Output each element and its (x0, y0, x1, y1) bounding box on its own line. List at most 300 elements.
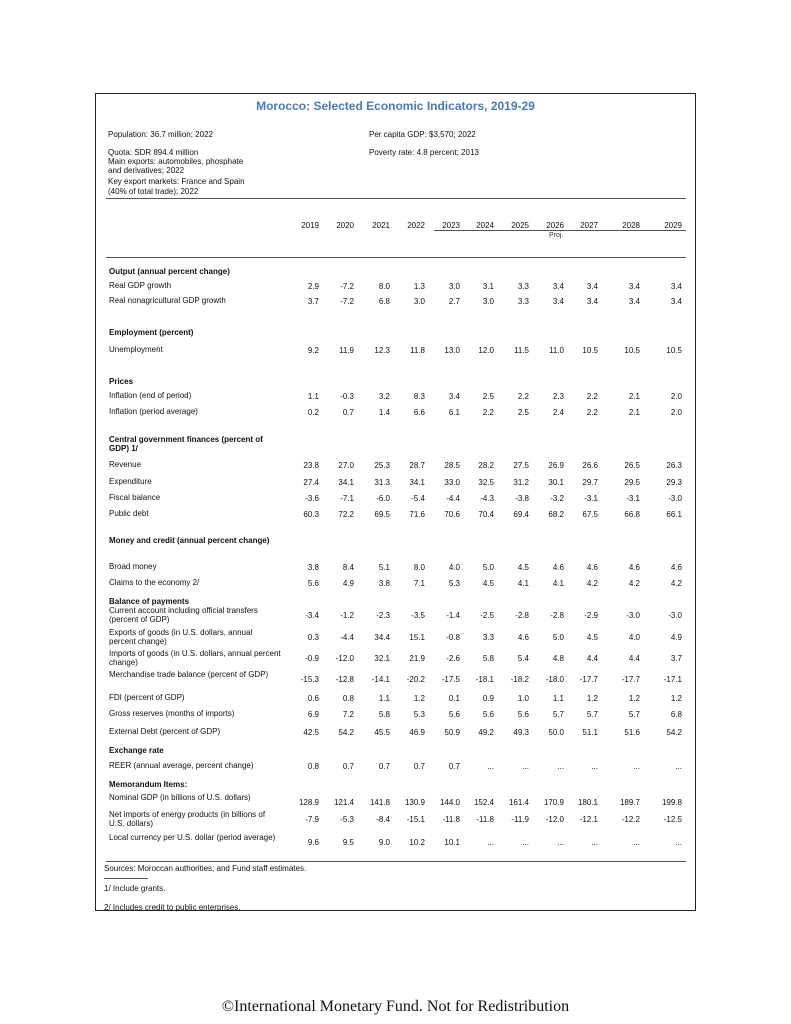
value-cell-2024: 3.1 (482, 282, 494, 291)
value-cell-2024: 2.5 (482, 392, 494, 401)
value-cell-2025: 5.6 (517, 710, 529, 719)
section-heading: Employment (percent) (109, 328, 194, 337)
value-cell-2019: 23.8 (303, 461, 319, 470)
value-cell-2022: 8.0 (413, 563, 425, 572)
value-cell-2025: 31.2 (513, 478, 529, 487)
info-poverty-rate: Poverty rate: 4.8 percent; 2013 (369, 148, 479, 157)
row-label: Unemployment (109, 345, 163, 354)
value-cell-2019: 0.3 (307, 633, 319, 642)
value-cell-2029: 2.0 (670, 408, 682, 417)
value-cell-2020: 121.4 (333, 798, 354, 807)
row-label: Local currency per U.S. dollar (period average) (109, 833, 276, 842)
value-cell-2027: 4.2 (586, 579, 598, 588)
value-cell-2028: ... (633, 762, 640, 771)
indicators-table-frame (95, 93, 696, 911)
value-cell-2025: 4.6 (517, 633, 529, 642)
value-cell-2026: 5.7 (552, 710, 564, 719)
value-cell-2024: ... (487, 838, 494, 847)
value-cell-2027: -17.7 (579, 675, 598, 684)
value-cell-2023: -4.4 (446, 494, 460, 503)
value-cell-2027: 3.4 (586, 297, 598, 306)
value-cell-2020: -1.2 (340, 611, 354, 620)
value-cell-2028: 4.4 (628, 654, 640, 663)
value-cell-2021: 5.1 (378, 563, 390, 572)
value-cell-2026: 170.9 (543, 798, 564, 807)
value-cell-2027: -12.1 (579, 815, 598, 824)
value-cell-2023: 5.3 (448, 579, 460, 588)
value-cell-2019: 128.9 (298, 798, 319, 807)
value-cell-2029: 26.3 (666, 461, 682, 470)
projection-label: Proj. (549, 232, 564, 239)
value-cell-2023: 144.0 (439, 798, 460, 807)
value-cell-2027: -3.1 (584, 494, 598, 503)
value-cell-2029: 3.4 (670, 297, 682, 306)
value-cell-2025: 2.2 (517, 392, 529, 401)
value-cell-2022: 34.1 (409, 478, 425, 487)
info-per-capita-gdp: Per capita GDP: $3,570; 2022 (369, 130, 476, 139)
value-cell-2019: 9.2 (307, 346, 319, 355)
value-cell-2019: -3.6 (305, 494, 319, 503)
value-cell-2025: -18.2 (510, 675, 529, 684)
value-cell-2022: 0.7 (413, 762, 425, 771)
value-cell-2019: 27.4 (303, 478, 319, 487)
value-cell-2028: 4.0 (628, 633, 640, 642)
row-label: Expenditure (109, 477, 152, 486)
value-cell-2028: ... (633, 838, 640, 847)
value-cell-2024: 5.8 (482, 654, 494, 663)
value-cell-2028: -3.1 (626, 494, 640, 503)
value-cell-2026: 4.1 (552, 579, 564, 588)
value-cell-2021: 9.0 (378, 838, 390, 847)
value-cell-2019: 3.8 (307, 563, 319, 572)
value-cell-2022: 46.9 (409, 728, 425, 737)
value-cell-2023: 33.0 (444, 478, 460, 487)
value-cell-2024: -2.5 (480, 611, 494, 620)
value-cell-2019: 60.3 (303, 510, 319, 519)
value-cell-2029: ... (675, 838, 682, 847)
value-cell-2026: 4.8 (552, 654, 564, 663)
value-cell-2024: 3.3 (482, 633, 494, 642)
value-cell-2023: 10.1 (444, 838, 460, 847)
section-heading: Money and credit (annual percent change) (109, 536, 270, 545)
value-cell-2026: ... (557, 838, 564, 847)
value-cell-2021: 3.8 (378, 579, 390, 588)
value-cell-2029: 4.6 (670, 563, 682, 572)
section-heading: Exchange rate (109, 746, 164, 755)
value-cell-2020: -7.2 (340, 282, 354, 291)
value-cell-2021: 45.5 (374, 728, 390, 737)
value-cell-2024: -18.1 (475, 675, 494, 684)
value-cell-2020: 7.2 (342, 710, 354, 719)
value-cell-2024: 2.2 (482, 408, 494, 417)
value-cell-2021: 12.3 (374, 346, 390, 355)
divider (106, 257, 686, 258)
row-label: Real nonagricultural GDP growth (109, 296, 226, 305)
value-cell-2021: 1.4 (378, 408, 390, 417)
value-cell-2022: 130.9 (404, 798, 425, 807)
value-cell-2025: 69.4 (513, 510, 529, 519)
value-cell-2021: 34.4 (374, 633, 390, 642)
value-cell-2029: 29.3 (666, 478, 682, 487)
value-cell-2027: 5.7 (586, 710, 598, 719)
year-header-2022: 2022 (407, 221, 425, 230)
value-cell-2026: -3.2 (550, 494, 564, 503)
info-markets-2: (40% of total trade); 2022 (108, 187, 199, 196)
year-header-2025: 2025 (511, 221, 529, 230)
value-cell-2020: -4.4 (340, 633, 354, 642)
value-cell-2027: 4.4 (586, 654, 598, 663)
value-cell-2022: 28.7 (409, 461, 425, 470)
value-cell-2029: 66.1 (666, 510, 682, 519)
value-cell-2022: 71.6 (409, 510, 425, 519)
value-cell-2022: 5.3 (413, 710, 425, 719)
value-cell-2027: 2.2 (586, 408, 598, 417)
value-cell-2027: 2.2 (586, 392, 598, 401)
value-cell-2022: -5.4 (411, 494, 425, 503)
value-cell-2028: 189.7 (619, 798, 640, 807)
value-cell-2020: 54.2 (338, 728, 354, 737)
value-cell-2021: 25.3 (374, 461, 390, 470)
value-cell-2026: 5.0 (552, 633, 564, 642)
value-cell-2023: 70.6 (444, 510, 460, 519)
value-cell-2026: 4.6 (552, 563, 564, 572)
value-cell-2022: -20.2 (406, 675, 425, 684)
value-cell-2029: 2.0 (670, 392, 682, 401)
value-cell-2027: 1.2 (586, 694, 598, 703)
value-cell-2020: 72.2 (338, 510, 354, 519)
value-cell-2026: 11.0 (549, 346, 564, 355)
value-cell-2022: 8.3 (413, 392, 425, 401)
value-cell-2025: 2.5 (517, 408, 529, 417)
value-cell-2025: ... (522, 762, 529, 771)
value-cell-2027: 4.6 (586, 563, 598, 572)
value-cell-2027: 51.1 (582, 728, 598, 737)
section-heading: Prices (109, 377, 134, 386)
row-label: Net imports of energy products (in billions of U.S. dollars) (109, 810, 266, 828)
section-heading: Memorandum Items: (109, 780, 188, 789)
value-cell-2024: 12.0 (478, 346, 494, 355)
value-cell-2020: 8.4 (342, 563, 354, 572)
value-cell-2025: 3.3 (517, 282, 529, 291)
row-label: Merchandise trade balance (percent of GDP) (109, 670, 269, 679)
row-label: Imports of goods (in U.S. dollars, annual percent change) (109, 649, 281, 667)
row-label: Current account including official transfers (percent of GDP) (109, 606, 258, 624)
value-cell-2024: 5.0 (482, 563, 494, 572)
value-cell-2019: 5.6 (307, 579, 319, 588)
value-cell-2027: 180.1 (577, 798, 598, 807)
row-label: REER (annual average, percent change) (109, 761, 254, 770)
value-cell-2019: 42.5 (303, 728, 319, 737)
value-cell-2023: 2.7 (448, 297, 460, 306)
row-label: Inflation (end of period) (109, 391, 192, 400)
copyright-footer: ©International Monetary Fund. Not for Redistribution (221, 998, 570, 1015)
value-cell-2023: -1.4 (446, 611, 460, 620)
value-cell-2028: 29.5 (624, 478, 640, 487)
value-cell-2029: 4.2 (670, 579, 682, 588)
section-heading: Central government finances (percent of GDP) 1/ (109, 435, 263, 453)
row-label: Inflation (period average) (109, 407, 198, 416)
value-cell-2020: -12.8 (335, 675, 354, 684)
value-cell-2022: -3.5 (411, 611, 425, 620)
value-cell-2027: 29.7 (582, 478, 598, 487)
value-cell-2027: 4.5 (586, 633, 598, 642)
value-cell-2021: 69.5 (374, 510, 390, 519)
value-cell-2022: 1.3 (413, 282, 425, 291)
value-cell-2022: 6.6 (413, 408, 425, 417)
value-cell-2029: 3.7 (670, 654, 682, 663)
row-label: Revenue (109, 460, 142, 469)
value-cell-2021: 6.8 (378, 297, 390, 306)
footnote-2: 2/ Includes credit to public enterprises. (104, 903, 241, 912)
value-cell-2025: 1.0 (517, 694, 529, 703)
year-header-2020: 2020 (336, 221, 354, 230)
value-cell-2027: ... (591, 838, 598, 847)
value-cell-2029: 3.4 (670, 282, 682, 291)
value-cell-2019: -0.9 (305, 654, 319, 663)
value-cell-2025: -11.9 (511, 815, 529, 824)
year-header-2019: 2019 (301, 221, 319, 230)
value-cell-2027: 26.6 (582, 461, 598, 470)
value-cell-2029: 10.5 (666, 346, 682, 355)
value-cell-2023: -11.8 (442, 815, 460, 824)
value-cell-2021: -8.4 (376, 815, 390, 824)
value-cell-2028: 26.5 (624, 461, 640, 470)
value-cell-2026: 26.9 (548, 461, 564, 470)
value-cell-2019: 0.8 (307, 762, 319, 771)
row-label: Exports of goods (in U.S. dollars, annual percent change) (109, 628, 253, 646)
value-cell-2019: -15.3 (300, 675, 319, 684)
value-cell-2024: 49.2 (478, 728, 494, 737)
value-cell-2020: 34.1 (338, 478, 354, 487)
info-markets-1: Key export markets: France and Spain (108, 177, 245, 186)
info-exports-1: Main exports: automobiles, phosphate (108, 157, 244, 166)
value-cell-2020: -5.3 (340, 815, 354, 824)
value-cell-2022: 10.2 (409, 838, 425, 847)
value-cell-2021: 0.7 (378, 762, 390, 771)
value-cell-2023: 3.0 (448, 282, 460, 291)
row-label: Nominal GDP (in billions of U.S. dollars) (109, 793, 251, 802)
value-cell-2026: 3.4 (552, 297, 564, 306)
value-cell-2023: 6.1 (448, 408, 460, 417)
value-cell-2026: -2.8 (550, 611, 564, 620)
value-cell-2020: 9.5 (342, 838, 354, 847)
value-cell-2028: 5.7 (628, 710, 640, 719)
value-cell-2026: 3.4 (552, 282, 564, 291)
value-cell-2022: 15.1 (409, 633, 425, 642)
value-cell-2028: -3.0 (626, 611, 640, 620)
value-cell-2025: 161.4 (508, 798, 529, 807)
value-cell-2021: -14.1 (371, 675, 390, 684)
value-cell-2028: 4.6 (628, 563, 640, 572)
value-cell-2025: -3.8 (515, 494, 529, 503)
row-label: Claims to the economy 2/ (109, 578, 200, 587)
value-cell-2029: 199.8 (661, 798, 682, 807)
value-cell-2028: 51.6 (624, 728, 640, 737)
value-cell-2024: -11.8 (476, 815, 494, 824)
value-cell-2022: 11.8 (410, 346, 425, 355)
value-cell-2019: 0.6 (307, 694, 319, 703)
value-cell-2020: 27.0 (338, 461, 354, 470)
value-cell-2027: -2.9 (584, 611, 598, 620)
value-cell-2024: ... (487, 762, 494, 771)
value-cell-2025: 4.1 (517, 579, 529, 588)
year-header-2021: 2021 (372, 221, 390, 230)
value-cell-2029: -17.1 (663, 675, 682, 684)
value-cell-2028: 3.4 (628, 297, 640, 306)
value-cell-2023: -2.6 (446, 654, 460, 663)
value-cell-2020: 0.7 (342, 408, 354, 417)
value-cell-2023: -17.5 (441, 675, 460, 684)
year-header-2029: 2029 (664, 221, 682, 230)
value-cell-2021: -6.0 (376, 494, 390, 503)
projection-rule (434, 230, 686, 231)
value-cell-2029: 54.2 (666, 728, 682, 737)
row-label: Broad money (109, 562, 157, 571)
value-cell-2024: 152.4 (473, 798, 494, 807)
value-cell-2028: 10.5 (624, 346, 640, 355)
value-cell-2026: 2.4 (552, 408, 564, 417)
value-cell-2025: -2.8 (515, 611, 529, 620)
value-cell-2021: 3.2 (378, 392, 390, 401)
info-exports-2: and derivatives; 2022 (108, 166, 185, 175)
value-cell-2020: 0.8 (342, 694, 354, 703)
value-cell-2024: 5.6 (482, 710, 494, 719)
value-cell-2019: 1.1 (307, 392, 319, 401)
footnote-1: 1/ Include grants. (104, 884, 166, 893)
info-population: Population: 36.7 million; 2022 (108, 130, 213, 139)
value-cell-2020: -7.1 (340, 494, 354, 503)
value-cell-2027: 10.5 (582, 346, 598, 355)
value-cell-2026: -18.0 (545, 675, 564, 684)
value-cell-2026: 2.3 (552, 392, 564, 401)
footnote-rule (104, 878, 148, 879)
value-cell-2028: 1.2 (628, 694, 640, 703)
value-cell-2028: 2.1 (628, 408, 640, 417)
value-cell-2023: 5.6 (448, 710, 460, 719)
value-cell-2028: -17.7 (621, 675, 640, 684)
value-cell-2022: 21.9 (409, 654, 425, 663)
value-cell-2026: ... (557, 762, 564, 771)
value-cell-2028: 66.8 (624, 510, 640, 519)
value-cell-2023: 13.0 (444, 346, 460, 355)
value-cell-2024: -4.3 (480, 494, 494, 503)
year-header-2028: 2028 (622, 221, 640, 230)
value-cell-2026: 50.0 (548, 728, 564, 737)
year-header-2027: 2027 (580, 221, 598, 230)
value-cell-2023: 28.5 (444, 461, 460, 470)
row-label: Public debt (109, 509, 149, 518)
value-cell-2025: 11.5 (514, 346, 529, 355)
value-cell-2026: -12.0 (545, 815, 564, 824)
divider (106, 861, 686, 862)
value-cell-2021: 141.8 (369, 798, 390, 807)
value-cell-2026: 30.1 (548, 478, 564, 487)
section-heading: Output (annual percent change) (109, 267, 230, 276)
value-cell-2020: -0.3 (340, 392, 354, 401)
value-cell-2029: -3.0 (668, 494, 682, 503)
value-cell-2029: 4.9 (670, 633, 682, 642)
value-cell-2029: ... (675, 762, 682, 771)
value-cell-2020: -7.2 (340, 297, 354, 306)
value-cell-2023: 4.0 (448, 563, 460, 572)
year-header-2023: 2023 (442, 221, 460, 230)
value-cell-2023: 50.9 (444, 728, 460, 737)
year-header-2024: 2024 (476, 221, 494, 230)
divider (106, 198, 686, 199)
info-quota: Quota: SDR 894.4 million (108, 148, 199, 157)
value-cell-2026: 1.1 (552, 694, 564, 703)
value-cell-2025: 3.3 (517, 297, 529, 306)
year-header-2026: 2026 (546, 221, 564, 230)
row-label: Fiscal balance (109, 493, 161, 502)
value-cell-2025: 5.4 (517, 654, 529, 663)
value-cell-2024: 4.5 (482, 579, 494, 588)
value-cell-2019: 6.9 (307, 710, 319, 719)
value-cell-2021: 8.0 (378, 282, 390, 291)
value-cell-2024: 0.9 (482, 694, 494, 703)
value-cell-2020: 4.9 (342, 579, 354, 588)
value-cell-2021: 31.3 (374, 478, 390, 487)
sources-note: Sources: Moroccan authorities; and Fund staff estimates. (104, 864, 307, 873)
value-cell-2028: 3.4 (628, 282, 640, 291)
value-cell-2020: 11.9 (339, 346, 354, 355)
value-cell-2029: -12.5 (663, 815, 682, 824)
row-label: Gross reserves (months of imports) (109, 709, 235, 718)
value-cell-2021: 32.1 (374, 654, 390, 663)
value-cell-2029: 1.2 (670, 694, 682, 703)
value-cell-2019: -3.4 (305, 611, 319, 620)
row-label: FDI (percent of GDP) (109, 693, 185, 702)
value-cell-2028: -12.2 (621, 815, 640, 824)
value-cell-2019: 3.7 (307, 297, 319, 306)
value-cell-2024: 3.0 (482, 297, 494, 306)
value-cell-2025: ... (522, 838, 529, 847)
section-heading: Balance of payments (109, 597, 190, 606)
value-cell-2027: 67.5 (582, 510, 598, 519)
value-cell-2022: 7.1 (413, 579, 425, 588)
value-cell-2027: ... (591, 762, 598, 771)
value-cell-2023: 0.1 (448, 694, 460, 703)
value-cell-2019: 2.9 (307, 282, 319, 291)
value-cell-2019: 0.2 (307, 408, 319, 417)
value-cell-2026: 68.2 (548, 510, 564, 519)
value-cell-2024: 32.5 (478, 478, 494, 487)
value-cell-2020: -12.0 (335, 654, 354, 663)
value-cell-2019: -7.9 (305, 815, 319, 824)
value-cell-2024: 28.2 (478, 461, 494, 470)
value-cell-2029: -3.0 (668, 611, 682, 620)
value-cell-2021: 5.8 (378, 710, 390, 719)
value-cell-2023: 3.4 (448, 392, 460, 401)
value-cell-2025: 4.5 (517, 563, 529, 572)
value-cell-2023: -0.8 (446, 633, 460, 642)
row-label: External Debt (percent of GDP) (109, 727, 221, 736)
value-cell-2022: -15.1 (406, 815, 425, 824)
value-cell-2023: 0.7 (448, 762, 460, 771)
value-cell-2022: 3.0 (413, 297, 425, 306)
value-cell-2025: 49.3 (513, 728, 529, 737)
value-cell-2021: 1.1 (378, 694, 390, 703)
value-cell-2027: 3.4 (586, 282, 598, 291)
row-label: Real GDP growth (109, 281, 172, 290)
value-cell-2021: -2.3 (376, 611, 390, 620)
value-cell-2029: 6.8 (670, 710, 682, 719)
value-cell-2022: 1.2 (413, 694, 425, 703)
value-cell-2028: 2.1 (628, 392, 640, 401)
value-cell-2028: 4.2 (628, 579, 640, 588)
value-cell-2020: 0.7 (342, 762, 354, 771)
value-cell-2019: 9.6 (307, 838, 319, 847)
